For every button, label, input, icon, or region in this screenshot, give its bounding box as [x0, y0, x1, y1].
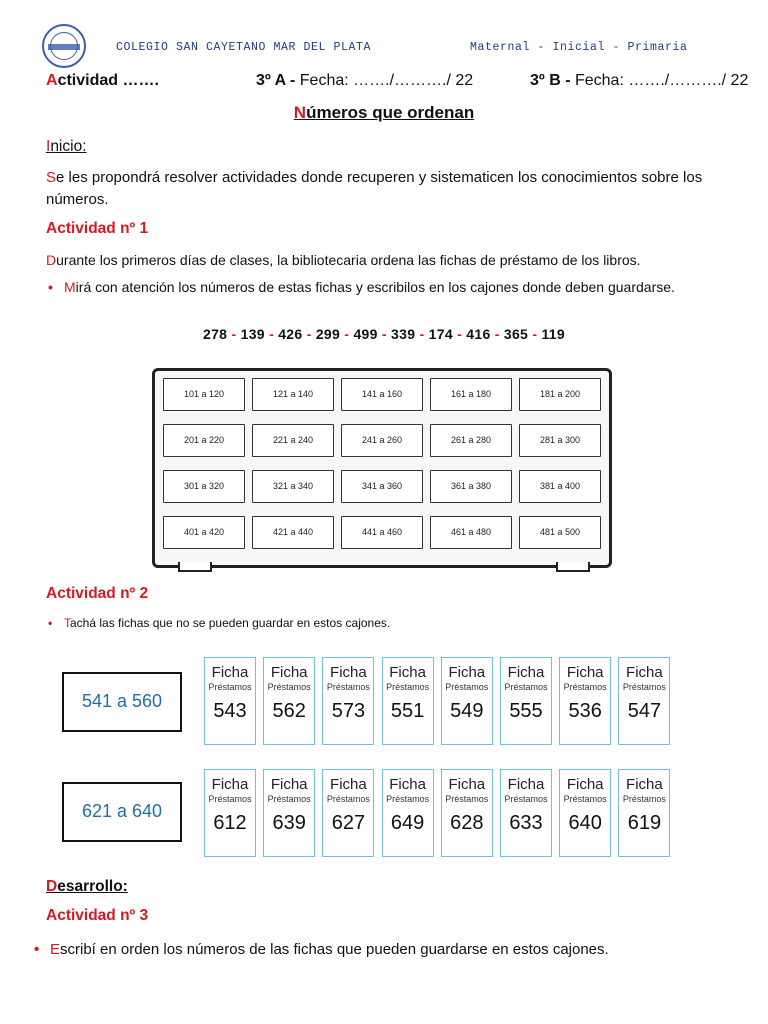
cabinet-drawer: 461 a 480 [430, 516, 512, 549]
ficha-sublabel: Préstamos [445, 682, 489, 692]
ficha-label: Ficha [448, 664, 486, 681]
date-3a [256, 72, 473, 90]
ficha-card[interactable] [382, 769, 434, 857]
cabinet-drawer: 181 a 200 [519, 378, 601, 411]
ficha-sublabel: Préstamos [504, 682, 548, 692]
cabinet-drawer: 301 a 320 [163, 470, 245, 503]
ficha-number: 543 [213, 700, 247, 722]
ficha-card[interactable] [382, 657, 434, 745]
ficha-sublabel: Préstamos [622, 682, 666, 692]
cabinet-drawer: 121 a 140 [252, 378, 334, 411]
ficha-number: 549 [450, 700, 484, 722]
page-title [0, 103, 768, 123]
ficha-number: 426 [278, 326, 303, 342]
ficha-sublabel: Préstamos [563, 794, 607, 804]
ficha-card[interactable] [559, 769, 611, 857]
title-rest: úmeros que ordenan [306, 103, 475, 122]
desarrollo-initial: D [46, 878, 58, 895]
ficha-number: 139 [240, 326, 265, 342]
ficha-card[interactable] [618, 769, 670, 857]
ficha-label: Ficha [389, 776, 426, 793]
ficha-number: 416 [466, 326, 491, 342]
cabinet-drawer: 281 a 300 [519, 424, 601, 457]
cabinet-drawer: 201 a 220 [163, 424, 245, 457]
ficha-number: 339 [391, 326, 416, 342]
range-box-541-560: 541 a 560 [62, 672, 182, 732]
act1-para-rest: urante los primeros días de clases, la bibliotecaria ordena las fichas de préstamo de los libros. [56, 252, 641, 268]
grade-3b: 3º B - [530, 72, 571, 89]
school-name: COLEGIO SAN CAYETANO MAR DEL PLATA [116, 41, 372, 54]
ficha-number: 649 [390, 812, 425, 834]
ficha-card[interactable] [263, 657, 315, 745]
ficha-label: Ficha [270, 664, 308, 681]
act3-instruction [34, 941, 609, 958]
ficha-sublabel: Préstamos [267, 682, 311, 692]
inicio-initial: I [46, 138, 51, 155]
cabinet-drawer: 481 a 500 [519, 516, 601, 549]
ficha-label: Ficha [211, 664, 249, 681]
number-separator: - [227, 326, 241, 342]
date-3b [530, 72, 748, 90]
ficha-number: 547 [627, 700, 662, 722]
ficha-card[interactable] [618, 657, 670, 745]
act3-bullet-rest: scribí en orden los números de las fichas que pueden guardarse en estos cajones. [60, 941, 609, 958]
ficha-number: 562 [272, 700, 306, 722]
ficha-label: Ficha [626, 776, 663, 793]
act1-heading: Actividad nº 1 [46, 220, 149, 237]
ficha-label: Ficha [566, 776, 604, 793]
act2-bullet-initial: T [64, 616, 70, 630]
ficha-number: 628 [450, 812, 484, 834]
cabinet-drawer: 101 a 120 [163, 378, 245, 411]
cabinet-leg-left [178, 562, 212, 572]
cabinet-drawer: 441 a 460 [341, 516, 423, 549]
cabinet-drawer: 141 a 160 [341, 378, 423, 411]
ficha-card[interactable] [322, 769, 374, 857]
ficha-sublabel: Préstamos [326, 682, 370, 692]
cabinet-drawer: 341 a 360 [341, 470, 423, 503]
number-separator: - [264, 326, 279, 342]
activity-rest: ctividad ……. [57, 72, 159, 89]
ficha-label: Ficha [626, 664, 663, 681]
cabinet-drawer: 261 a 280 [430, 424, 512, 457]
cabinet-drawer: 221 a 240 [252, 424, 334, 457]
fecha-3b: Fecha: ……./………./ 22 [574, 72, 749, 89]
ficha-number: 633 [509, 812, 543, 834]
ficha-card[interactable] [441, 769, 493, 857]
number-separator: - [490, 326, 504, 342]
ficha-label: Ficha [507, 664, 545, 681]
number-separator: - [377, 326, 392, 342]
act2-bullet-rest: achá las fichas que no se pueden guardar en estos cajones. [70, 616, 391, 630]
ficha-label: Ficha [566, 664, 604, 681]
ficha-card[interactable] [500, 657, 552, 745]
range-box-621-640: 621 a 640 [62, 782, 182, 842]
number-separator: - [528, 326, 542, 342]
ficha-number: 640 [568, 812, 602, 834]
ficha-sublabel: Préstamos [563, 682, 607, 692]
ficha-number: 278 [203, 326, 228, 342]
inicio-para-initial: S [46, 169, 57, 186]
act1-para-initial: D [46, 252, 57, 268]
ficha-label: Ficha [270, 776, 308, 793]
ficha-number: 639 [272, 812, 306, 834]
ficha-label: Ficha [211, 776, 249, 793]
number-separator: - [340, 326, 354, 342]
act3-bullet-initial: E [50, 941, 61, 958]
ficha-sublabel: Préstamos [326, 794, 370, 804]
desarrollo-rest: esarrollo: [57, 878, 128, 895]
ficha-card[interactable] [204, 657, 256, 745]
ficha-label: Ficha [330, 664, 367, 681]
ficha-number: 627 [331, 812, 366, 834]
ficha-number: 119 [541, 326, 565, 342]
ficha-sublabel: Préstamos [445, 794, 489, 804]
bullet-dot-icon: • [48, 616, 53, 630]
ficha-number: 365 [503, 326, 529, 342]
ficha-card[interactable] [441, 657, 493, 745]
ficha-number: 536 [568, 700, 602, 722]
ficha-sublabel: Préstamos [208, 794, 252, 804]
ficha-number: 612 [213, 812, 247, 834]
ficha-number: 619 [627, 812, 662, 834]
cabinet-drawer: 161 a 180 [430, 378, 512, 411]
cabinet-drawer: 321 a 340 [252, 470, 334, 503]
bullet-dot-icon: • [48, 279, 53, 295]
act1-paragraph [46, 249, 736, 271]
number-separator: - [302, 326, 316, 342]
ficha-sublabel: Préstamos [208, 682, 252, 692]
ficha-label: Ficha [389, 664, 426, 681]
inicio-heading-rest: nicio: [50, 138, 87, 155]
cabinet-drawer: 421 a 440 [252, 516, 334, 549]
ficha-card[interactable] [204, 769, 256, 857]
act1-instruction [48, 279, 748, 295]
desarrollo-heading [46, 878, 128, 896]
act3-heading: Actividad nº 3 [46, 907, 149, 924]
logo-band [48, 44, 80, 50]
ficha-sublabel: Préstamos [267, 794, 311, 804]
ficha-sublabel: Préstamos [622, 794, 666, 804]
ficha-number: 573 [331, 700, 366, 722]
cabinet-drawer: 401 a 420 [163, 516, 245, 549]
ficha-sublabel: Préstamos [504, 794, 548, 804]
ficha-number: 551 [390, 700, 425, 722]
ficha-number: 299 [315, 326, 341, 342]
activity-label [46, 72, 159, 90]
ficha-sublabel: Préstamos [386, 682, 430, 692]
ficha-number: 499 [353, 326, 378, 342]
cabinet-drawer: 361 a 380 [430, 470, 512, 503]
ficha-card[interactable] [263, 769, 315, 857]
act1-bullet-rest: irá con atención los números de estas fichas y escribilos en los cajones donde deben guardarse. [75, 279, 675, 295]
cabinet-leg-right [556, 562, 590, 572]
activity-initial: A [46, 72, 58, 89]
ficha-label: Ficha [507, 776, 545, 793]
ficha-number: 174 [428, 326, 453, 342]
inicio-heading [46, 138, 87, 156]
school-logo [42, 24, 86, 68]
ficha-card[interactable] [559, 657, 611, 745]
grade-3a: 3º A - [256, 72, 296, 89]
cabinet-drawer: 381 a 400 [519, 470, 601, 503]
inicio-para-rest: e les propondrá resolver actividades donde recuperen y sistematicen los conocimientos sobre los números. [46, 169, 703, 208]
number-separator: - [415, 326, 429, 342]
number-separator: - [452, 326, 467, 342]
ficha-label: Ficha [448, 776, 486, 793]
ficha-numbers-line [0, 326, 768, 342]
act1-bullet-initial: M [64, 279, 76, 295]
act2-heading: Actividad nº 2 [46, 585, 149, 602]
inicio-paragraph [46, 167, 736, 211]
ficha-card[interactable] [322, 657, 374, 745]
ficha-label: Ficha [330, 776, 367, 793]
bullet-dot-icon: • [34, 941, 40, 958]
ficha-number: 555 [509, 700, 543, 722]
filing-cabinet [152, 368, 612, 568]
act2-instruction [48, 616, 390, 630]
cabinet-drawer: 241 a 260 [341, 424, 423, 457]
ficha-card[interactable] [500, 769, 552, 857]
school-levels: Maternal - Inicial - Primaria [470, 41, 688, 54]
fecha-3a: Fecha: ……./………./ 22 [299, 72, 474, 89]
ficha-sublabel: Préstamos [386, 794, 430, 804]
title-initial: N [293, 103, 307, 122]
